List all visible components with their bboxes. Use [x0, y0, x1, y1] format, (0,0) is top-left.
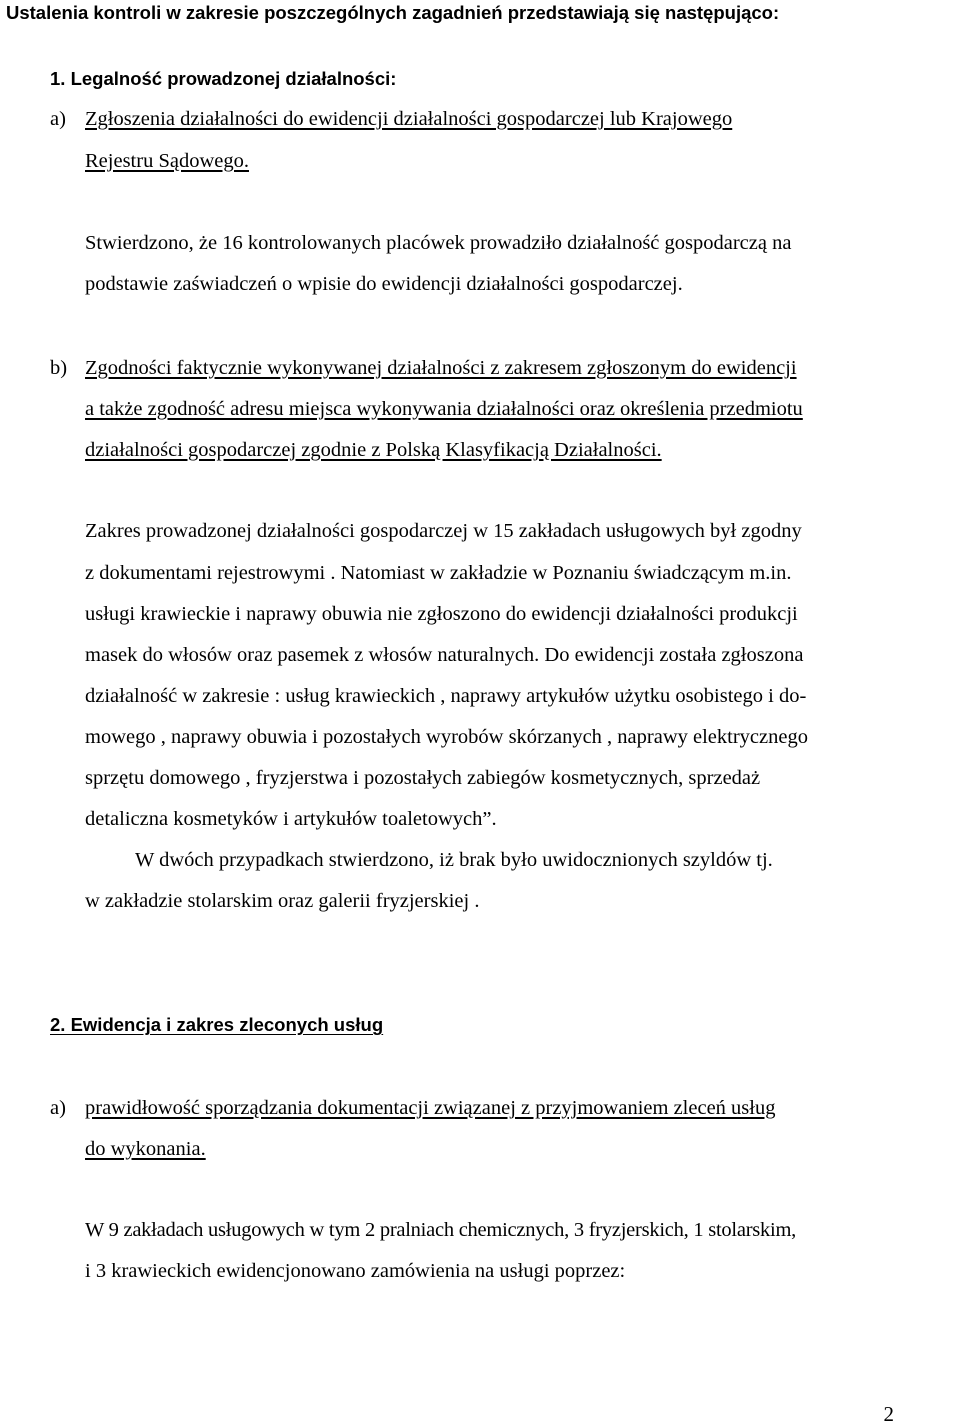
section-1-item-a-line-2: Rejestru Sądowego.: [85, 150, 249, 172]
section-1-title: 1. Legalność prowadzonej działalności:: [50, 68, 397, 89]
section-1-para-b-line-7: sprzętu domowego , fryzjerstwa i pozostałych zabiegów kosmetycznych, sprzedaż: [85, 767, 761, 789]
section-1-item-b-line-2: a także zgodność adresu miejsca wykonywania działalności oraz określenia przedmiotu: [85, 398, 803, 420]
section-2-para-a-line-1: W 9 zakładach usługowych w tym 2 pralniach chemicznych, 3 fryzjerskich, 1 stolarskim,: [85, 1219, 797, 1241]
section-1-para-b-line-2: z dokumentami rejestrowymi . Natomiast w zakładzie w Poznaniu świadczącym m.in.: [85, 562, 792, 584]
section-1-para-b-line-8: detaliczna kosmetyków i artykułów toaletowych”.: [85, 808, 497, 830]
section-1-para-b-line-5: działalność w zakresie : usług krawieckich , naprawy artykułów użytku osobistego i do-: [85, 685, 807, 707]
section-1-para-a-line-1: Stwierdzono, że 16 kontrolowanych placówek prowadziło działalność gospodarczą na: [85, 232, 792, 254]
section-1-para-b-line-6: mowego , naprawy obuwia i pozostałych wyrobów skórzanych , naprawy elektrycznego: [85, 726, 808, 748]
section-2-item-a-line-2: do wykonania.: [85, 1138, 206, 1160]
section-2-item-a-marker: a): [50, 1097, 66, 1119]
section-1-item-b-line-3: działalności gospodarczej zgodnie z Polską Klasyfikacją Działalności.: [85, 439, 662, 461]
section-1-item-a-marker: a): [50, 108, 66, 130]
section-1-item-b-line-1: Zgodności faktycznie wykonywanej działalności z zakresem zgłoszonym do ewidencji: [85, 357, 797, 379]
section-1-item-b-marker: b): [50, 357, 68, 379]
section-1-item-a-line-1: Zgłoszenia działalności do ewidencji działalności gospodarczej lub Krajowego: [85, 108, 733, 130]
section-2-title: 2. Ewidencja i zakres zleconych usług: [50, 1014, 384, 1035]
section-1-para-a-line-2: podstawie zaświadczeń o wpisie do ewidencji działalności gospodarczej.: [85, 273, 683, 295]
section-1-para-b-line-4: masek do włosów oraz pasemek z włosów naturalnych. Do ewidencji została zgłoszona: [85, 644, 804, 666]
section-2-item-a-line-1: prawidłowość sporządzania dokumentacji związanej z przyjmowaniem zleceń usług: [85, 1097, 776, 1119]
document-heading: Ustalenia kontroli w zakresie poszczególnych zagadnień przedstawiają się następująco:: [6, 2, 780, 23]
section-1-para-b-line-3: usługi krawieckie i naprawy obuwia nie zgłoszono do ewidencji działalności produkcji: [85, 603, 798, 625]
page-number: 2: [883, 1402, 894, 1426]
section-1-para-b-line-10: w zakładzie stolarskim oraz galerii fryzjerskiej .: [85, 890, 480, 912]
section-1-para-b-line-1: Zakres prowadzonej działalności gospodarczej w 15 zakładach usługowych był zgodny: [85, 520, 802, 542]
section-2-para-a-line-2: i 3 krawieckich ewidencjonowano zamówienia na usługi poprzez:: [85, 1260, 626, 1282]
section-1-para-b-line-9: W dwóch przypadkach stwierdzono, iż brak było uwidocznionych szyldów tj.: [135, 849, 773, 871]
